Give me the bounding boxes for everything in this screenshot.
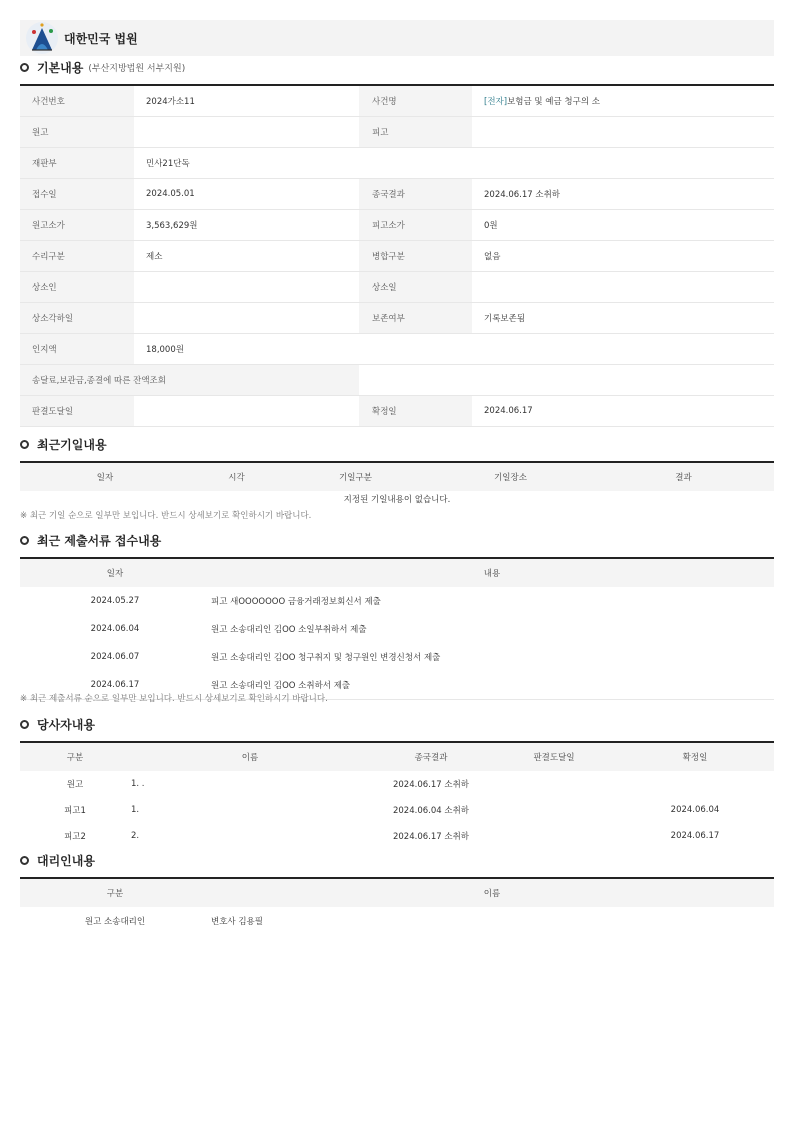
court-logo-icon xyxy=(22,20,62,56)
document-content: 원고 소송대리인 김OO 소취하서 제출 xyxy=(210,671,774,700)
case-name-label: 사건명 xyxy=(359,85,472,117)
party-result: 2024.06.17 소취하 xyxy=(392,832,469,842)
hearings-table xyxy=(20,461,774,507)
judgment-delivery-label: 판결도달일 xyxy=(20,396,134,427)
table-row xyxy=(20,85,774,117)
documents-table xyxy=(20,557,774,700)
section-title-documents-label: 최근 제출서류 접수내용 xyxy=(37,534,162,548)
column-header: 이름 xyxy=(210,878,774,907)
finalized-date-value: 2024.06.17 xyxy=(472,396,774,427)
final-result-label: 종국결과 xyxy=(359,179,472,210)
table-row xyxy=(20,615,774,643)
party-type: 원고 xyxy=(66,780,84,790)
merge-type-value: 없음 xyxy=(472,241,774,272)
appellant-label: 상소인 xyxy=(20,272,134,303)
plaintiff-label: 원고 xyxy=(20,117,134,148)
table-row xyxy=(20,797,774,823)
column-header: 구분 xyxy=(20,878,210,907)
table-row xyxy=(20,117,774,148)
party-final xyxy=(616,771,774,797)
electronic-case-tag: [전자] xyxy=(484,97,508,107)
appeal-date-value xyxy=(472,272,774,303)
column-header: 내용 xyxy=(210,558,774,587)
table-row xyxy=(20,491,774,507)
table-row xyxy=(20,303,774,334)
table-row xyxy=(20,365,774,396)
defendant-claim-value-label: 피고소가 xyxy=(359,210,472,241)
merge-type-label: 병합구분 xyxy=(359,241,472,272)
court-name: 대한민국 법원 xyxy=(64,31,138,46)
document-date: 2024.06.17 xyxy=(20,671,210,700)
column-header: 구분 xyxy=(20,742,130,771)
column-header: 결과 xyxy=(593,462,774,491)
filed-date-label: 접수일 xyxy=(20,179,134,210)
column-header: 기일장소 xyxy=(428,462,593,491)
party-result: 2024.06.17 소취하 xyxy=(392,780,469,790)
table-header-row xyxy=(20,462,774,491)
appeal-dismiss-value xyxy=(134,303,359,334)
party-delivery xyxy=(492,797,616,823)
stamp-fee-label: 인지액 xyxy=(20,334,134,365)
party-type: 피고2 xyxy=(64,832,86,842)
table-header-row xyxy=(20,558,774,587)
document-date: 2024.05.27 xyxy=(90,596,140,606)
final-result-value: 2024.06.17 소취하 xyxy=(472,179,774,210)
document-content: 피고 새OOOOOOO 금융거래정보회신서 제출 xyxy=(211,597,381,607)
table-row xyxy=(20,643,774,671)
party-final: 2024.06.04 xyxy=(670,805,720,815)
case-number-label: 사건번호 xyxy=(20,85,134,117)
table-row xyxy=(20,587,774,615)
party-delivery xyxy=(492,823,616,849)
document-date: 2024.06.04 xyxy=(90,624,140,634)
defendant-value xyxy=(472,117,774,148)
section-title-basic xyxy=(20,59,185,76)
section-title-hearings-label: 최근기일내용 xyxy=(37,438,107,452)
preservation-value: 기록보존됨 xyxy=(472,303,774,334)
table-row xyxy=(20,396,774,427)
plaintiff-value xyxy=(134,117,359,148)
document-content: 원고 소송대리인 김OO 소일부취하서 제출 xyxy=(211,625,367,635)
plaintiff-claim-value-label: 원고소가 xyxy=(20,210,134,241)
column-header: 확정일 xyxy=(616,742,774,771)
appeal-date-label: 상소일 xyxy=(359,272,472,303)
case-info-table xyxy=(20,84,774,427)
column-header: 기일구분 xyxy=(283,462,428,491)
section-bullet-icon xyxy=(20,440,29,449)
judgment-delivery-value xyxy=(134,396,359,427)
agents-table xyxy=(20,877,774,935)
parties-table xyxy=(20,741,774,849)
case-name-cell xyxy=(472,85,774,117)
panel-value: 민사21단독 xyxy=(134,148,774,179)
acceptance-type-label: 수리구분 xyxy=(20,241,134,272)
party-name: 1. . xyxy=(131,779,145,789)
party-final: 2024.06.17 xyxy=(670,831,720,841)
document-content: 원고 소송대리인 김OO 청구취지 및 청구원인 변경신청서 제출 xyxy=(211,653,441,663)
acceptance-type-value: 제소 xyxy=(134,241,359,272)
section-bullet-icon xyxy=(20,536,29,545)
appellant-value xyxy=(134,272,359,303)
party-delivery xyxy=(492,771,616,797)
table-row xyxy=(20,148,774,179)
party-type: 피고1 xyxy=(64,806,86,816)
case-number-value: 2024가소11 xyxy=(134,85,359,117)
table-row xyxy=(20,272,774,303)
column-header: 판결도달일 xyxy=(492,742,616,771)
column-header: 일자 xyxy=(20,462,190,491)
section-title-parties-label: 당사자내용 xyxy=(37,718,95,732)
column-header: 종국결과 xyxy=(370,742,492,771)
defendant-label: 피고 xyxy=(359,117,472,148)
section-title-documents xyxy=(20,532,161,549)
case-name-value: 보험금 및 예금 청구의 소 xyxy=(507,97,600,107)
finalized-date-label: 확정일 xyxy=(359,396,472,427)
table-header-row xyxy=(20,742,774,771)
plaintiff-claim-value: 3,563,629원 xyxy=(134,210,359,241)
party-name: 2. xyxy=(131,831,140,841)
section-bullet-icon xyxy=(20,720,29,729)
column-header: 시각 xyxy=(190,462,283,491)
balance-inquiry-value xyxy=(359,365,774,396)
documents-note: ※ 최근 제출서류 순으로 일부만 보입니다. 반드시 상세보기로 확인하시기 바랍니다. xyxy=(20,694,328,704)
table-row xyxy=(20,907,774,935)
section-title-basic-label: 기본내용 xyxy=(37,61,84,75)
panel-label: 재판부 xyxy=(20,148,134,179)
table-row xyxy=(20,179,774,210)
section-bullet-icon xyxy=(20,856,29,865)
stamp-fee-value: 18,000원 xyxy=(134,334,774,365)
agent-name: 변호사 김용필 xyxy=(211,917,263,927)
section-title-agents-label: 대리인내용 xyxy=(37,854,95,868)
empty-message: 지정된 기일내용이 없습니다. xyxy=(343,495,451,505)
section-title-hearings xyxy=(20,436,107,453)
table-row xyxy=(20,771,774,797)
table-row xyxy=(20,210,774,241)
section-bullet-icon xyxy=(20,63,29,72)
table-row xyxy=(20,241,774,272)
balance-inquiry-label[interactable]: 송달료,보관금,종결에 따른 잔액조회 xyxy=(20,365,359,396)
table-header-row xyxy=(20,878,774,907)
preservation-label: 보존여부 xyxy=(359,303,472,334)
section-title-parties xyxy=(20,716,95,733)
column-header: 이름 xyxy=(130,742,370,771)
agent-type: 원고 소송대리인 xyxy=(84,917,146,927)
document-date: 2024.06.07 xyxy=(90,652,140,662)
column-header: 일자 xyxy=(20,558,210,587)
hearings-note: ※ 최근 기일 순으로 일부만 보입니다. 반드시 상세보기로 확인하시기 바랍니다. xyxy=(20,511,312,521)
site-header xyxy=(20,20,774,56)
defendant-claim-value: 0원 xyxy=(472,210,774,241)
table-row xyxy=(20,334,774,365)
party-name: 1. xyxy=(131,805,140,815)
appeal-dismiss-label: 상소각하일 xyxy=(20,303,134,334)
party-result: 2024.06.04 소취하 xyxy=(392,806,469,816)
section-subtitle-court: (부산지방법원 서부지원) xyxy=(88,64,186,74)
section-title-agents xyxy=(20,852,95,869)
filed-date-value: 2024.05.01 xyxy=(134,179,359,210)
table-row xyxy=(20,823,774,849)
